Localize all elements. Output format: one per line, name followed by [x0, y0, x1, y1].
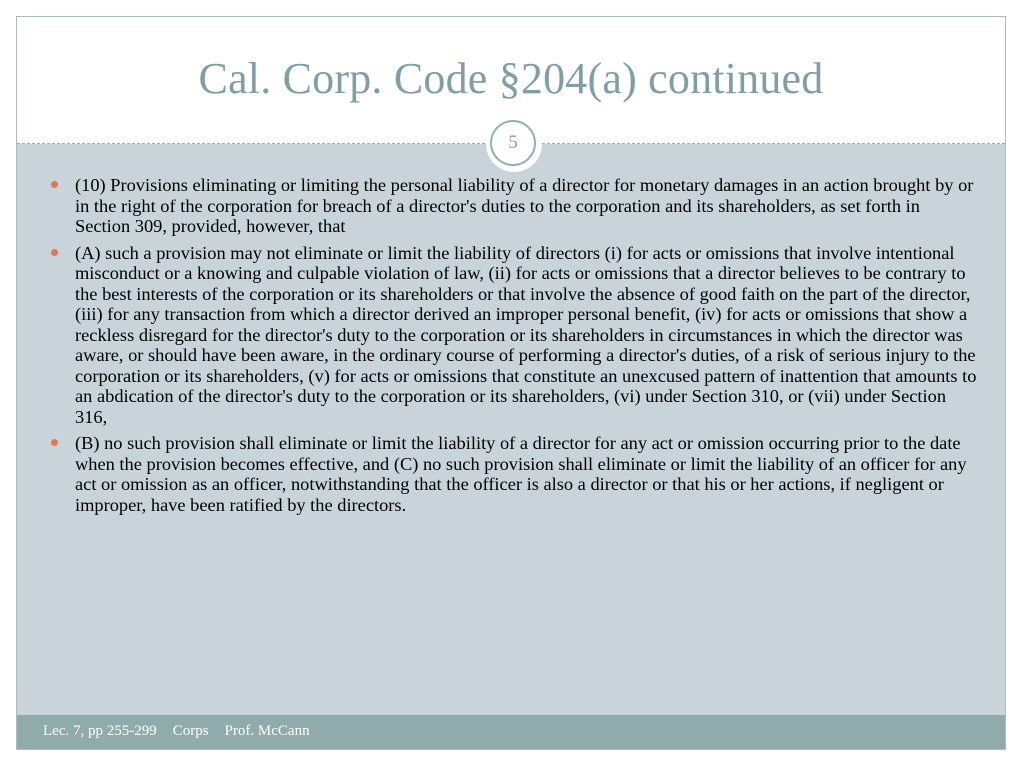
slide-footer — [17, 715, 1005, 749]
bullet-text: (B) no such provision shall eliminate or limit the liability of a director for any act or omission occurring prior to the date when the provision becomes effective, and (C) no such provision shall eliminate or limit the liability of an officer for any act or omission as an officer, notwithstanding that the officer is also a director or that his or her actions, if negligent or improper, have been ratified by the directors. — [75, 433, 967, 515]
list-item — [49, 243, 979, 428]
footer-professor: Prof. McCann — [224, 723, 310, 739]
footer-lecture: Lec. 7, pp 255-299 — [43, 723, 157, 739]
bullet-text: (A) such a provision may not eliminate or limit the liability of directors (i) for acts or omissions that involve intentional misconduct or a knowing and culpable violation of law, (ii) for acts or omissions that a director believes to be contrary to the best interests of the corporation or its shareholders or that involve the absence of good faith on the part of the director, (iii) for any transaction from which a director derived an improper personal benefit, (iv) for acts or omissions that show a reckless disregard for the director's duty to the corporation or its shareholders in circumstances in which the director was aware, or should have been aware, in the ordinary course of performing a director's duties, of a risk of serious injury to the corporation or its shareholders, (v) for acts or omissions that constitute an unexcused pattern of inattention that amounts to an abdication of the director's duty to the corporation or its shareholders, (vi) under Section 310, or (vii) under Section 316, — [75, 242, 977, 427]
footer-course: Corps — [172, 723, 209, 739]
footer-text — [43, 723, 326, 740]
bullet-list — [49, 175, 979, 521]
bullet-dot-icon — [51, 181, 58, 188]
list-item — [49, 175, 979, 237]
list-item — [49, 433, 979, 515]
bullet-dot-icon — [51, 249, 58, 256]
bullet-dot-icon — [51, 439, 58, 446]
slide-title: Cal. Corp. Code §204(a) continued — [198, 54, 824, 103]
bullet-text: (10) Provisions eliminating or limiting the personal liability of a director for monetary damages in an action brought by or in the right of the corporation for breach of a director's duties to the corporation and its shareholders, as set forth in Section 309, provided, however, that — [75, 175, 974, 236]
slide — [16, 16, 1006, 750]
slide-number: 5 — [490, 120, 536, 166]
